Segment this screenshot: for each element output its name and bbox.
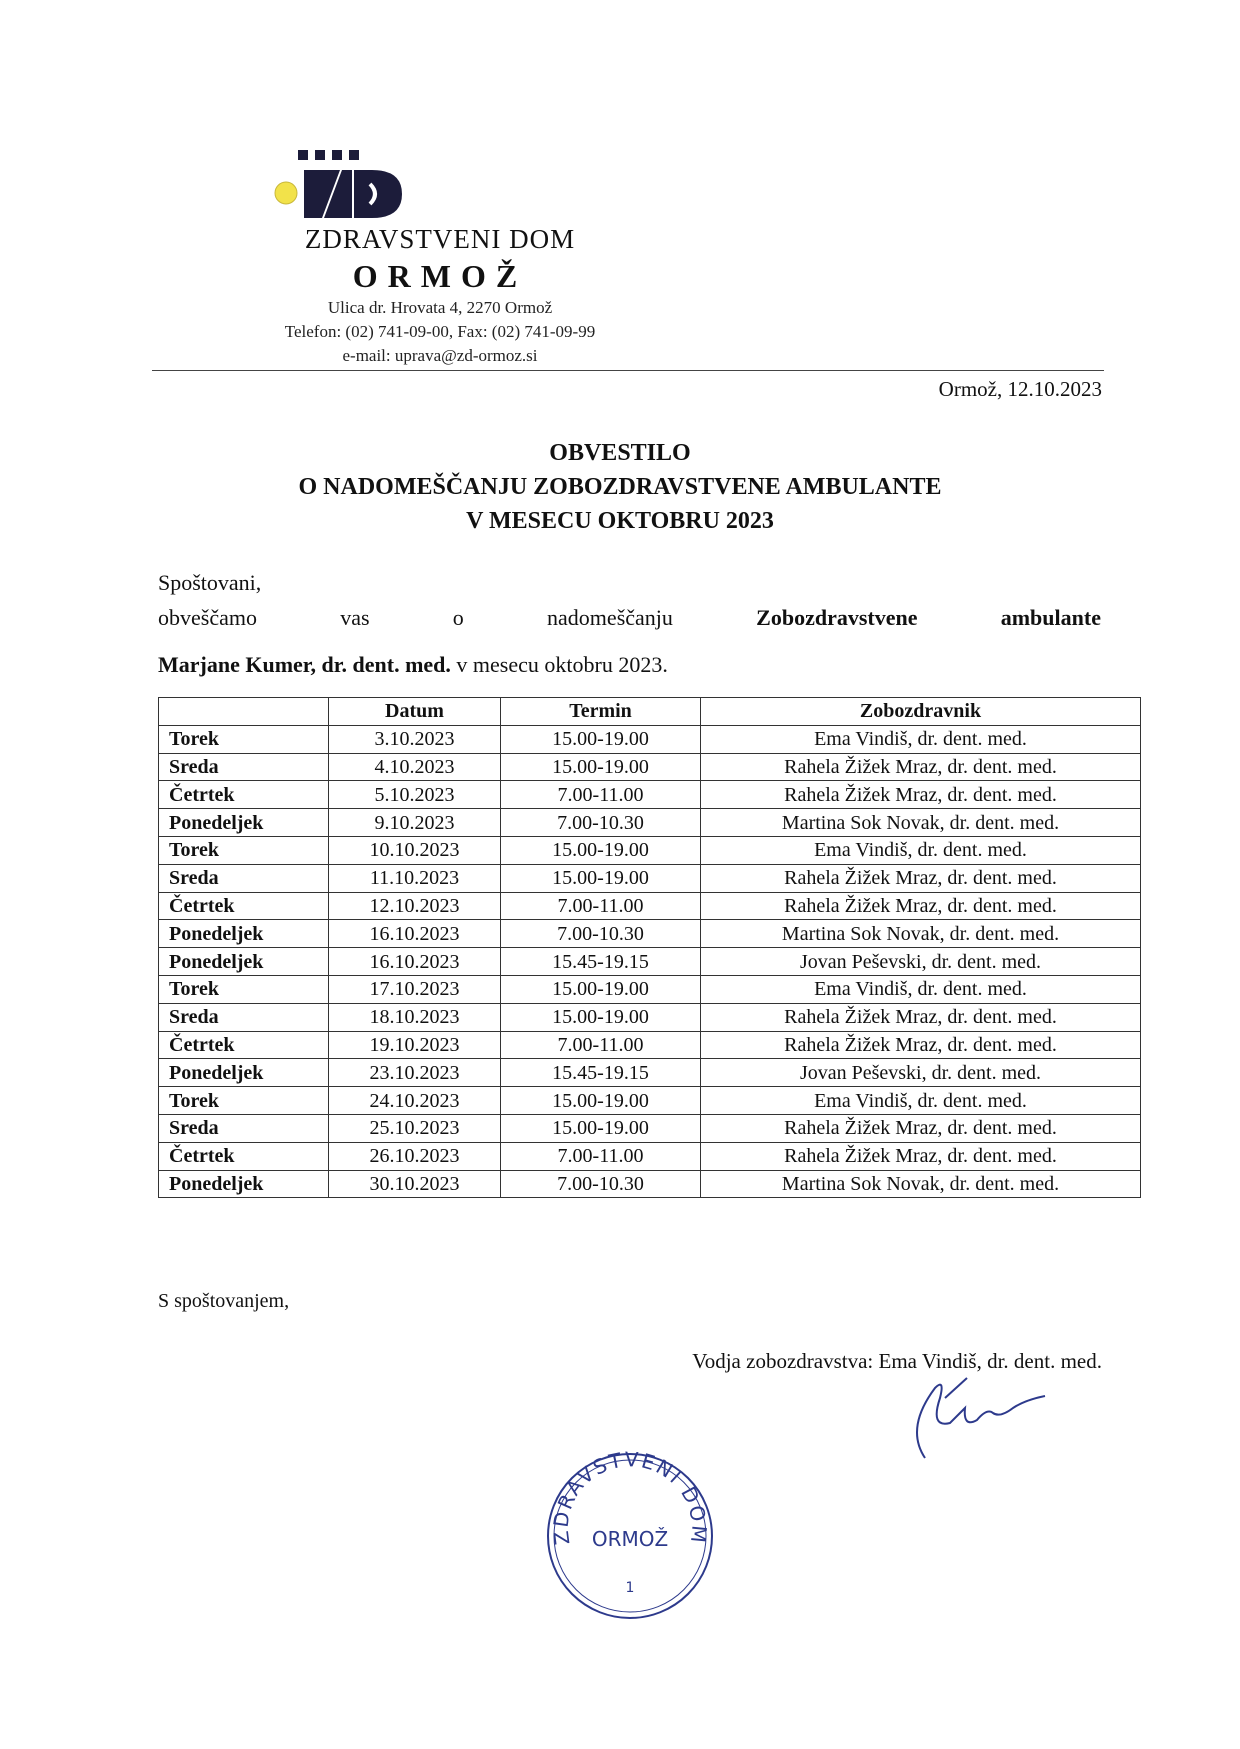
cell-day: Ponedeljek (159, 948, 329, 976)
cell-date: 19.10.2023 (329, 1031, 501, 1059)
cell-day: Sreda (159, 753, 329, 781)
cell-date: 26.10.2023 (329, 1142, 501, 1170)
table-row (159, 892, 1141, 920)
cell-day: Četrtek (159, 781, 329, 809)
cell-dentist: Rahela Žižek Mraz, dr. dent. med. (701, 1031, 1141, 1059)
header-day (159, 698, 329, 726)
table-row (159, 1170, 1141, 1198)
cell-dentist: Ema Vindiš, dr. dent. med. (701, 836, 1141, 864)
cell-dentist: Martina Sok Novak, dr. dent. med. (701, 809, 1141, 837)
table-row (159, 781, 1141, 809)
cell-day: Ponedeljek (159, 809, 329, 837)
org-email: e-mail: uprava@zd-ormoz.si (342, 346, 538, 365)
cell-dentist: Ema Vindiš, dr. dent. med. (701, 725, 1141, 753)
intro-line-2 (158, 652, 668, 678)
place-date: Ormož, 12.10.2023 (938, 377, 1102, 401)
stamp-center-text: ORMOŽ (591, 1527, 669, 1551)
cell-dentist: Rahela Žižek Mraz, dr. dent. med. (701, 781, 1141, 809)
cell-date: 4.10.2023 (329, 753, 501, 781)
stamp-number: 1 (625, 1580, 635, 1596)
cell-date: 18.10.2023 (329, 1003, 501, 1031)
cell-date: 16.10.2023 (329, 920, 501, 948)
table-header-row (159, 698, 1141, 726)
cell-dentist: Martina Sok Novak, dr. dent. med. (701, 1170, 1141, 1198)
intro-line-1 (158, 605, 1101, 631)
cell-time: 15.00-19.00 (501, 725, 701, 753)
cell-day: Sreda (159, 1003, 329, 1031)
table-row (159, 836, 1141, 864)
cell-time: 15.45-19.15 (501, 1059, 701, 1087)
cell-date: 17.10.2023 (329, 975, 501, 1003)
table-row (159, 920, 1141, 948)
cell-time: 15.00-19.00 (501, 753, 701, 781)
cell-time: 7.00-10.30 (501, 809, 701, 837)
cell-day: Torek (159, 725, 329, 753)
greeting: Spoštovani, (158, 570, 262, 595)
cell-date: 3.10.2023 (329, 725, 501, 753)
cell-day: Četrtek (159, 1031, 329, 1059)
cell-date: 25.10.2023 (329, 1114, 501, 1142)
cell-time: 7.00-11.00 (501, 1031, 701, 1059)
cell-day: Torek (159, 836, 329, 864)
cell-dentist: Rahela Žižek Mraz, dr. dent. med. (701, 1142, 1141, 1170)
cell-date: 12.10.2023 (329, 892, 501, 920)
cell-date: 23.10.2023 (329, 1059, 501, 1087)
cell-day: Četrtek (159, 1142, 329, 1170)
cell-date: 24.10.2023 (329, 1087, 501, 1115)
table-row (159, 975, 1141, 1003)
title-line-2: O NADOMEŠČANJU ZOBOZDRAVSTVENE AMBULANTE (298, 474, 942, 500)
intro-word: obveščamo (158, 605, 257, 630)
org-city: ORMOŽ (352, 258, 528, 294)
org-phone-fax: Telefon: (02) 741-09-00, Fax: (02) 741-09-99 (284, 322, 596, 341)
table-row (159, 725, 1141, 753)
doctor-name: Marjane Kumer, dr. dent. med. (158, 652, 451, 677)
table-row (159, 1059, 1141, 1087)
cell-time: 15.45-19.15 (501, 948, 701, 976)
cell-dentist: Martina Sok Novak, dr. dent. med. (701, 920, 1141, 948)
cell-time: 15.00-19.00 (501, 864, 701, 892)
cell-day: Sreda (159, 1114, 329, 1142)
cell-date: 9.10.2023 (329, 809, 501, 837)
cell-time: 7.00-11.00 (501, 892, 701, 920)
table-body (159, 725, 1141, 1198)
table-row (159, 809, 1141, 837)
cell-day: Ponedeljek (159, 1059, 329, 1087)
cell-time: 7.00-10.30 (501, 1170, 701, 1198)
table-row (159, 1142, 1141, 1170)
intro-word: vas (340, 605, 370, 630)
cell-day: Sreda (159, 864, 329, 892)
cell-time: 15.00-19.00 (501, 1087, 701, 1115)
cell-dentist: Ema Vindiš, dr. dent. med. (701, 1087, 1141, 1115)
cell-time: 15.00-19.00 (501, 1114, 701, 1142)
cell-dentist: Rahela Žižek Mraz, dr. dent. med. (701, 753, 1141, 781)
cell-time: 15.00-19.00 (501, 975, 701, 1003)
cell-time: 15.00-19.00 (501, 836, 701, 864)
cell-time: 7.00-11.00 (501, 781, 701, 809)
cell-dentist: Rahela Žižek Mraz, dr. dent. med. (701, 864, 1141, 892)
table-row (159, 1087, 1141, 1115)
cell-day: Ponedeljek (159, 1170, 329, 1198)
schedule-table (158, 697, 1141, 1198)
header-dentist: Zobozdravnik (701, 698, 1141, 726)
table-row (159, 864, 1141, 892)
cell-dentist: Rahela Žižek Mraz, dr. dent. med. (701, 1003, 1141, 1031)
org-address: Ulica dr. Hrovata 4, 2270 Ormož (327, 298, 553, 317)
signature-line: Vodja zobozdravstva: Ema Vindiš, dr. dent. med. (692, 1349, 1102, 1373)
cell-time: 15.00-19.00 (501, 1003, 701, 1031)
cell-day: Torek (159, 975, 329, 1003)
cell-day: Torek (159, 1087, 329, 1115)
intro-word: nadomeščanju (547, 605, 673, 630)
intro-word: o (452, 605, 464, 630)
cell-day: Četrtek (159, 892, 329, 920)
cell-dentist: Ema Vindiš, dr. dent. med. (701, 975, 1141, 1003)
table-row (159, 1003, 1141, 1031)
cell-date: 16.10.2023 (329, 948, 501, 976)
intro-word: Zobozdravstvene (756, 605, 918, 630)
cell-date: 5.10.2023 (329, 781, 501, 809)
table-row (159, 948, 1141, 976)
cell-time: 7.00-10.30 (501, 920, 701, 948)
cell-dentist: Rahela Žižek Mraz, dr. dent. med. (701, 1114, 1141, 1142)
cell-date: 30.10.2023 (329, 1170, 501, 1198)
header-time: Termin (501, 698, 701, 726)
cell-day: Ponedeljek (159, 920, 329, 948)
official-stamp (540, 1444, 720, 1624)
table-row (159, 1114, 1141, 1142)
cell-dentist: Rahela Žižek Mraz, dr. dent. med. (701, 892, 1141, 920)
header-date: Datum (329, 698, 501, 726)
header-divider (152, 370, 1104, 371)
intro-word: ambulante (1000, 605, 1101, 630)
cell-dentist: Jovan Peševski, dr. dent. med. (701, 1059, 1141, 1087)
cell-date: 10.10.2023 (329, 836, 501, 864)
handwritten-signature (905, 1368, 1055, 1468)
table-row (159, 753, 1141, 781)
title-line-3: V MESECU OKTOBRU 2023 (466, 508, 774, 534)
intro-rest: v mesecu oktobru 2023. (450, 652, 668, 677)
table-row (159, 1031, 1141, 1059)
closing: S spoštovanjem, (158, 1290, 290, 1312)
cell-dentist: Jovan Peševski, dr. dent. med. (701, 948, 1141, 976)
org-name: ZDRAVSTVENI DOM (304, 224, 576, 254)
title-line-1: OBVESTILO (549, 440, 691, 466)
cell-time: 7.00-11.00 (501, 1142, 701, 1170)
stamp-ring-text: ZDRAVSTVENI DOM (548, 1447, 712, 1547)
cell-date: 11.10.2023 (329, 864, 501, 892)
